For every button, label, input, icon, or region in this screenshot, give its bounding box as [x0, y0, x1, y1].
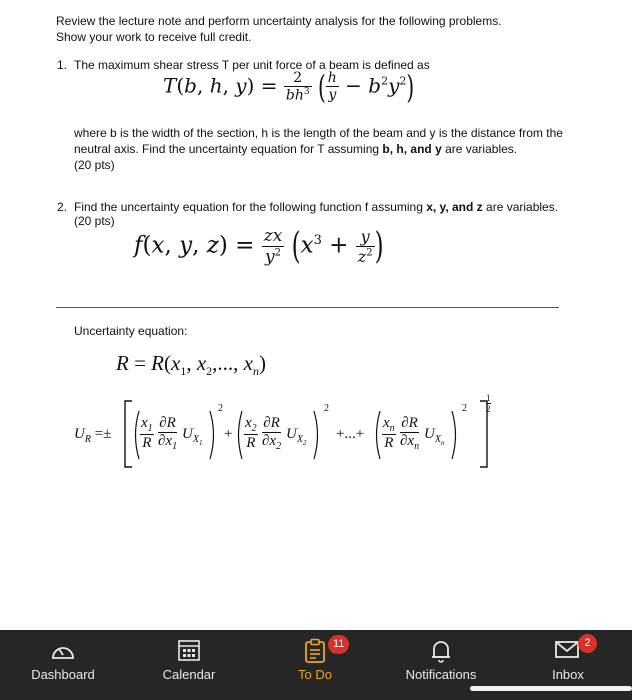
tab-notifications-label: Notifications: [405, 667, 477, 682]
speedometer-icon: [49, 638, 77, 662]
q1-desc-line-1: where b is the width of the section, h is the length of the beam and y is the distance from the: [74, 126, 563, 140]
tab-to-do-label: To Do: [298, 667, 332, 682]
divider-line: [56, 307, 559, 308]
q1-number: 1.: [57, 58, 68, 72]
tab-calendar[interactable]: [126, 630, 252, 700]
q2-number: 2.: [57, 200, 68, 214]
q1-points: (20 pts): [74, 158, 115, 172]
clipboard-icon: [303, 638, 327, 664]
tab-to-do[interactable]: [252, 630, 378, 700]
uncertainty-formula: $U_R$ =± $\frac{1}{2}$ $x_1$ R ∂R $\partial x_1$ $U_{X_1}$ 2 + $x_2$ R ∂R $\partial x_2$ $U_{X_2}$ 2 +...+ $x_n$ R ∂R $\partial x_n$ $U_{X_n}$ 2: [74, 395, 504, 475]
uncertainty-label: Uncertainty equation:: [74, 324, 188, 338]
tab-dashboard[interactable]: [0, 630, 126, 700]
q2-text: Find the uncertainty equation for the following function f assuming x, y, and z are variables.: [74, 200, 559, 214]
q2-equation: f(x, y, z) = $\frac{zx}{y^2}$ ($x^3$ + $\frac{y}{z^2}$ ): [134, 225, 384, 268]
tab-calendar-label: Calendar: [162, 667, 216, 682]
calendar-icon: [177, 638, 201, 662]
q1-text: The maximum shear stress T per unit force of a beam is defined as: [74, 58, 430, 72]
todo-count-badge: 11: [328, 635, 349, 654]
bell-icon: [429, 638, 453, 664]
q2-points: (20 pts): [74, 214, 115, 228]
tab-inbox-label: Inbox: [552, 667, 584, 682]
q1-equation: T(b, h, y) = $\frac{2}{bh^3}$ ( $\frac{h}{y}$ − $b^2y^2$): [163, 67, 415, 107]
result-function-equation: $R = R(x_1$, $x_2$,..., $x_n$): [116, 351, 266, 379]
home-indicator: [470, 686, 632, 691]
intro-line-2: Show your work to receive full credit.: [56, 30, 252, 44]
intro-line-1: Review the lecture note and perform uncertainty analysis for the following problems.: [56, 14, 502, 28]
tab-dashboard-label: Dashboard: [31, 667, 95, 682]
inbox-count-badge: 2: [578, 634, 597, 653]
q1-desc-line-2: neutral axis. Find the uncertainty equation for T assuming b, h, and y are variables.: [74, 142, 518, 156]
